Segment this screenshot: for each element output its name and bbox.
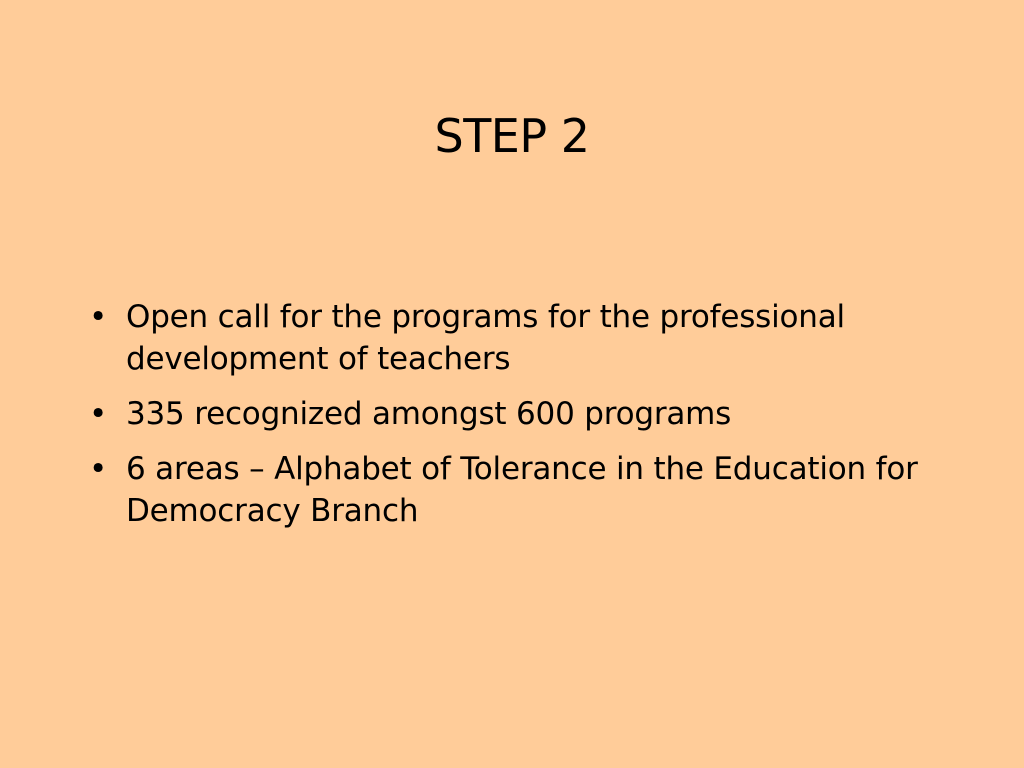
bullet-icon: •	[88, 396, 108, 432]
bullet-item	[86, 296, 946, 380]
slide-title: STEP 2	[434, 109, 590, 163]
bullet-list	[86, 296, 946, 545]
bullet-item	[86, 448, 946, 532]
bullet-text: Open call for the programs for the professional development of teachers	[126, 299, 845, 377]
bullet-icon: •	[88, 451, 108, 487]
bullet-item	[86, 393, 946, 435]
bullet-text: 6 areas – Alphabet of Tolerance in the Education for Democracy Branch	[126, 451, 918, 529]
bullet-icon: •	[88, 299, 108, 335]
bullet-text: 335 recognized amongst 600 programs	[126, 396, 732, 432]
